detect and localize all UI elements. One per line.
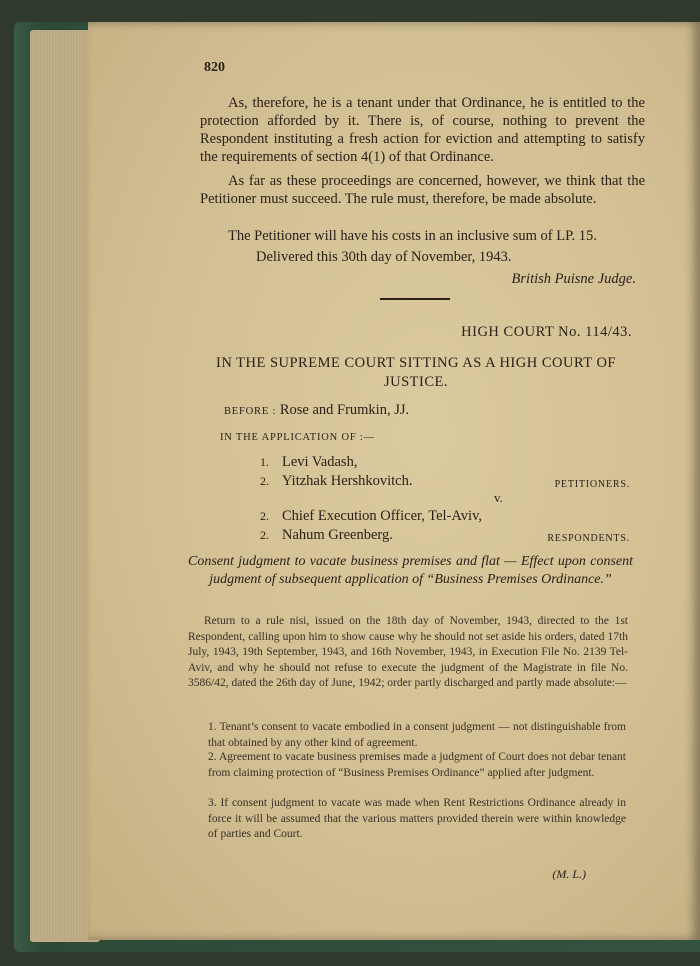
court-number: HIGH COURT No. 114/43. bbox=[461, 324, 632, 340]
judges: Rose and Frumkin, JJ. bbox=[279, 402, 410, 418]
held-point-2: 2. Agreement to vacate business premises made a judgment of Court does not debar tenant from claiming protection of “Business Premises Ordinance” applied after judgment. bbox=[208, 751, 626, 779]
before-label: BEFORE : bbox=[224, 406, 277, 417]
versus: v. bbox=[494, 490, 503, 505]
page-number: 820 bbox=[204, 60, 225, 75]
respondent-1: 2. Chief Execution Officer, Tel-Aviv, bbox=[260, 508, 482, 524]
judge-signature: British Puisne Judge. bbox=[511, 271, 636, 287]
headnote: Consent judgment to vacate business premises and flat — Effect upon consent judgment of subsequent application of “Business Premises Ordinance.” bbox=[188, 554, 633, 587]
bench bbox=[224, 402, 409, 419]
application-label: IN THE APPLICATION OF :— bbox=[220, 432, 375, 443]
petitioner-1: 1. Levi Vadash, bbox=[260, 454, 358, 470]
held-point-1: 1. Tenant’s consent to vacate embodied in a consent judgment — not distinguishable from that obtained by any other kind of agreement. bbox=[208, 721, 626, 749]
respondent-2: 2. Nahum Greenberg. bbox=[260, 527, 393, 543]
paragraph-proceedings: As far as these proceedings are concerned, however, we think that the Petitioner must succeed. The rule must, therefore, be made absolute. bbox=[200, 173, 645, 207]
paragraph-delivered: Delivered this 30th day of November, 1943. bbox=[256, 249, 512, 265]
ruling-text: Return to a rule nisi, issued on the 18th day of November, 1943, directed to the 1st Respondent, calling upon him to show cause why he should not set aside his orders, dated 17th July, 1943, 19th September, 1943, and 16th November, 1943, in Execution File No. 2139 Tel-Aviv, and why he should not refuse to execute the judgment of the Magistrate in file No. 3586/42, dated the 26th day of June, 1942; order partly discharged and partly made absolute:— bbox=[188, 615, 628, 689]
petitioner-2: 2. Yitzhak Hershkovitch. bbox=[260, 473, 413, 489]
reporter-initials: (M. L.) bbox=[552, 867, 586, 881]
held-point-3: 3. If consent judgment to vacate was made when Rent Restrictions Ordinance already in force it will be assumed that the various matters provided therein were within knowledge of parties and Court. bbox=[208, 797, 626, 840]
book-page bbox=[88, 22, 700, 940]
petitioners-label: PETITIONERS. bbox=[554, 479, 630, 490]
section-divider bbox=[380, 298, 450, 300]
respondents-label: RESPONDENTS. bbox=[547, 533, 630, 544]
paragraph-costs: The Petitioner will have his costs in an inclusive sum of LP. 15. bbox=[228, 228, 597, 244]
court-title: IN THE SUPREME COURT SITTING AS A HIGH COURT OF JUSTICE. bbox=[215, 355, 616, 390]
paragraph-tenant: As, therefore, he is a tenant under that Ordinance, he is entitled to the protection afforded by it. There is, of course, nothing to prevent the Respondent instituting a fresh action for eviction and attempting to satisfy the requirements of section 4(1) of that Ordinance. bbox=[200, 95, 645, 165]
